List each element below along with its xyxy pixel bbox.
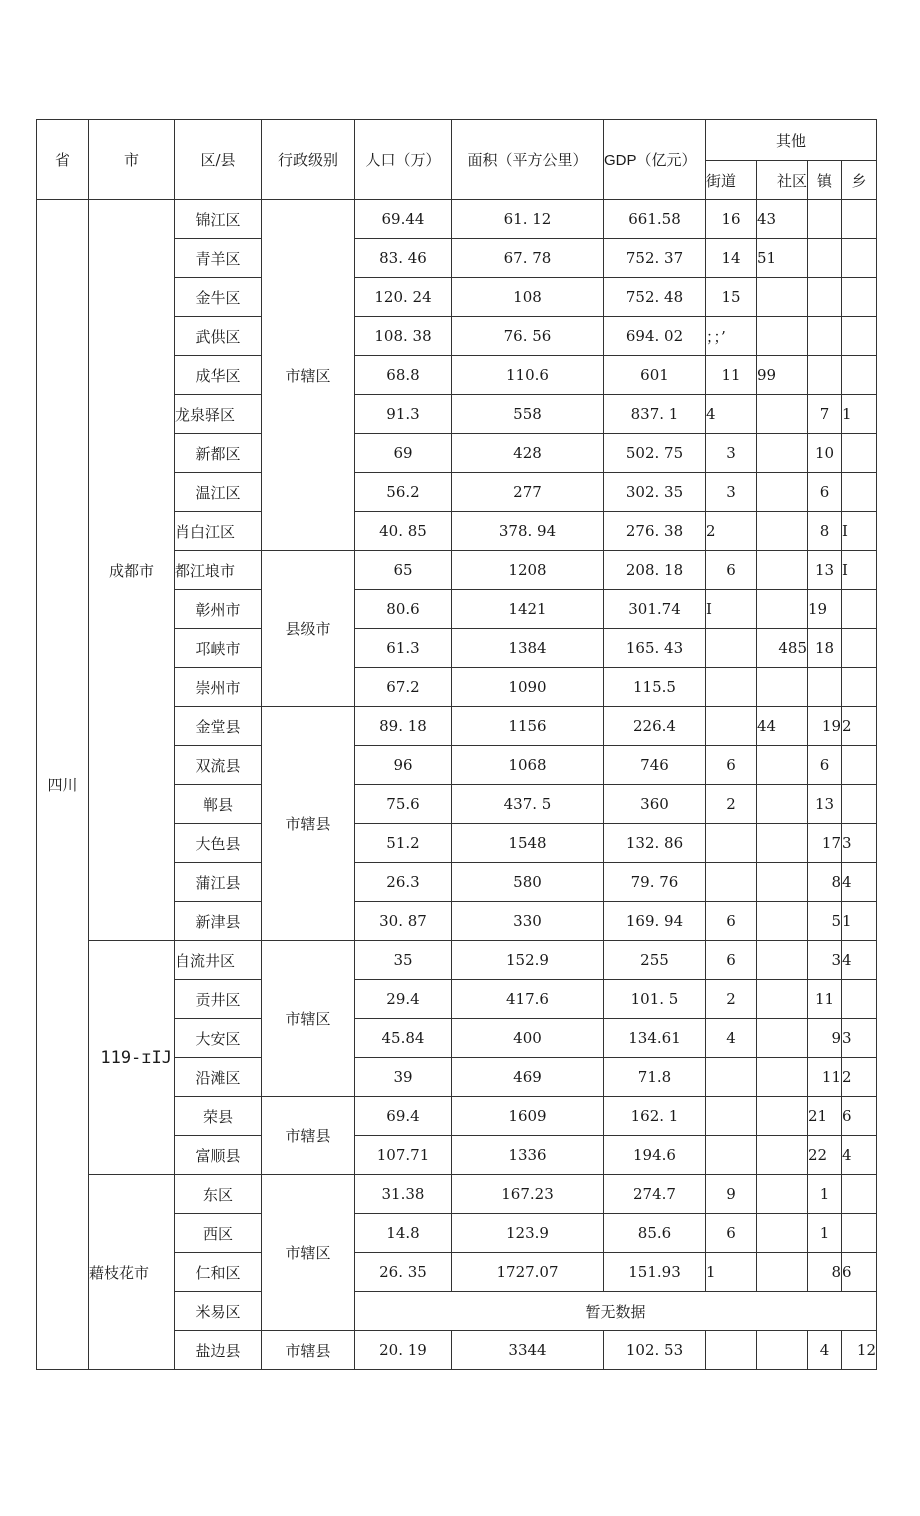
area-cell: 417.6 (452, 980, 604, 1019)
population-cell: 75.6 (355, 785, 452, 824)
population-cell: 29.4 (355, 980, 452, 1019)
community-cell (757, 1331, 808, 1370)
gdp-cell: 502. 75 (604, 434, 706, 473)
town-cell: 10 (808, 434, 842, 473)
community-cell (757, 1253, 808, 1292)
province-cell: 四川 (37, 200, 89, 1370)
community-cell (757, 1097, 808, 1136)
town-cell: 4 (808, 1331, 842, 1370)
population-cell: 69 (355, 434, 452, 473)
community-cell: 44 (757, 707, 808, 746)
admin-level-cell: 市辖县 (262, 1097, 355, 1175)
township-cell: 2 (842, 1058, 877, 1097)
community-cell (757, 317, 808, 356)
town-cell (808, 668, 842, 707)
community-cell (757, 668, 808, 707)
area-cell: 580 (452, 863, 604, 902)
gdp-cell: 274.7 (604, 1175, 706, 1214)
population-cell: 61.3 (355, 629, 452, 668)
district-cell: 米易区 (175, 1292, 262, 1331)
gdp-cell: 85.6 (604, 1214, 706, 1253)
town-cell (808, 278, 842, 317)
street-cell (706, 1136, 757, 1175)
community-cell (757, 512, 808, 551)
district-statistics-table (36, 119, 877, 1370)
community-cell: 485 (757, 629, 808, 668)
street-cell: 6 (706, 1214, 757, 1253)
gdp-cell: 165. 43 (604, 629, 706, 668)
admin-level-cell: 市辖县 (262, 707, 355, 941)
population-cell: 14.8 (355, 1214, 452, 1253)
district-cell: 邛峡市 (175, 629, 262, 668)
population-cell: 67.2 (355, 668, 452, 707)
town-cell: 6 (808, 746, 842, 785)
gdp-cell: 661.58 (604, 200, 706, 239)
street-cell: 2 (706, 512, 757, 551)
town-cell: 5 (808, 902, 842, 941)
district-cell: 郸县 (175, 785, 262, 824)
area-cell: 1421 (452, 590, 604, 629)
population-cell: 68.8 (355, 356, 452, 395)
gdp-cell: 837. 1 (604, 395, 706, 434)
town-cell: 11 (808, 1058, 842, 1097)
district-cell: 温江区 (175, 473, 262, 512)
community-cell (757, 1214, 808, 1253)
area-cell: 1208 (452, 551, 604, 590)
street-cell: 9 (706, 1175, 757, 1214)
township-cell: I (842, 512, 877, 551)
township-cell (842, 1214, 877, 1253)
admin-level-cell: 市辖区 (262, 1175, 355, 1331)
district-cell: 富顺县 (175, 1136, 262, 1175)
street-cell (706, 629, 757, 668)
district-cell: 贡井区 (175, 980, 262, 1019)
admin-level-cell: 市辖县 (262, 1331, 355, 1370)
township-cell: 2 (842, 707, 877, 746)
area-cell: 378. 94 (452, 512, 604, 551)
town-cell: 1 (808, 1175, 842, 1214)
header-population: 人口（万） (355, 120, 452, 200)
header-gdp: GDP（亿元） (604, 120, 706, 200)
district-cell: 龙泉驿区 (175, 395, 262, 434)
township-cell (842, 278, 877, 317)
district-cell: 新都区 (175, 434, 262, 473)
district-cell: 大安区 (175, 1019, 262, 1058)
district-cell: 蒲江县 (175, 863, 262, 902)
admin-level-cell: 县级市 (262, 551, 355, 707)
township-cell: 3 (842, 824, 877, 863)
street-cell: I (706, 590, 757, 629)
header-district: 区/县 (175, 120, 262, 200)
town-cell: 1 (808, 1214, 842, 1253)
gdp-cell: 208. 18 (604, 551, 706, 590)
city-chengdu: 成都市 (89, 200, 175, 941)
area-cell: 1336 (452, 1136, 604, 1175)
township-cell: 1 (842, 395, 877, 434)
no-data-cell: 暂无数据 (355, 1292, 877, 1331)
district-cell: 武供区 (175, 317, 262, 356)
gdp-cell: 601 (604, 356, 706, 395)
township-cell (842, 239, 877, 278)
header-other: 其他 (706, 120, 877, 161)
table-row (37, 200, 877, 239)
area-cell: 400 (452, 1019, 604, 1058)
community-cell: 99 (757, 356, 808, 395)
township-cell (842, 746, 877, 785)
township-cell: 4 (842, 863, 877, 902)
street-cell (706, 1058, 757, 1097)
town-cell (808, 239, 842, 278)
community-cell (757, 434, 808, 473)
district-cell: 盐边县 (175, 1331, 262, 1370)
district-cell: 成华区 (175, 356, 262, 395)
area-cell: 110.6 (452, 356, 604, 395)
gdp-cell: 226.4 (604, 707, 706, 746)
community-cell (757, 902, 808, 941)
district-cell: 彰州市 (175, 590, 262, 629)
area-cell: 1384 (452, 629, 604, 668)
street-cell (706, 707, 757, 746)
population-cell: 65 (355, 551, 452, 590)
header-row-1 (37, 120, 877, 161)
town-cell: 13 (808, 785, 842, 824)
area-cell: 1090 (452, 668, 604, 707)
area-cell: 76. 56 (452, 317, 604, 356)
area-cell: 1609 (452, 1097, 604, 1136)
population-cell: 56.2 (355, 473, 452, 512)
street-cell: 15 (706, 278, 757, 317)
district-cell: 金堂县 (175, 707, 262, 746)
area-cell: 1156 (452, 707, 604, 746)
town-cell: 11 (808, 980, 842, 1019)
township-cell (842, 1175, 877, 1214)
township-cell (842, 434, 877, 473)
township-cell (842, 473, 877, 512)
town-cell: 19 (808, 590, 842, 629)
town-cell: 17 (808, 824, 842, 863)
district-cell: 东区 (175, 1175, 262, 1214)
street-cell (706, 824, 757, 863)
gdp-cell: 752. 37 (604, 239, 706, 278)
township-cell: 6 (842, 1097, 877, 1136)
street-cell: 16 (706, 200, 757, 239)
area-cell: 167.23 (452, 1175, 604, 1214)
population-cell: 91.3 (355, 395, 452, 434)
district-cell: 都江埌市 (175, 551, 262, 590)
street-cell: 2 (706, 980, 757, 1019)
street-cell: 1 (706, 1253, 757, 1292)
street-cell: 4 (706, 395, 757, 434)
gdp-cell: 102. 53 (604, 1331, 706, 1370)
area-cell: 3344 (452, 1331, 604, 1370)
gdp-cell: 134.61 (604, 1019, 706, 1058)
township-cell (842, 590, 877, 629)
community-cell (757, 278, 808, 317)
street-cell: 3 (706, 473, 757, 512)
township-cell: 1 (842, 902, 877, 941)
table-row (37, 941, 877, 980)
area-cell: 1727.07 (452, 1253, 604, 1292)
town-cell: 19 (808, 707, 842, 746)
town-cell: 6 (808, 473, 842, 512)
district-cell: 西区 (175, 1214, 262, 1253)
township-cell (842, 785, 877, 824)
population-cell: 39 (355, 1058, 452, 1097)
table-row (37, 1175, 877, 1214)
gdp-cell: 752. 48 (604, 278, 706, 317)
gdp-cell: 101. 5 (604, 980, 706, 1019)
population-cell: 51.2 (355, 824, 452, 863)
area-cell: 469 (452, 1058, 604, 1097)
gdp-cell: 71.8 (604, 1058, 706, 1097)
district-cell: 自流井区 (175, 941, 262, 980)
township-cell: 3 (842, 1019, 877, 1058)
area-cell: 428 (452, 434, 604, 473)
table-body (37, 200, 877, 1370)
town-cell: 7 (808, 395, 842, 434)
header-town: 镇 (808, 161, 842, 200)
community-cell (757, 980, 808, 1019)
district-cell: 肖白江区 (175, 512, 262, 551)
town-cell (808, 356, 842, 395)
township-cell: 6 (842, 1253, 877, 1292)
gdp-cell: 276. 38 (604, 512, 706, 551)
street-cell: 2 (706, 785, 757, 824)
header-area: 面积（平方公里） (452, 120, 604, 200)
area-cell: 152.9 (452, 941, 604, 980)
district-cell: 锦江区 (175, 200, 262, 239)
population-cell: 120. 24 (355, 278, 452, 317)
town-cell (808, 200, 842, 239)
township-cell: 12 (842, 1331, 877, 1370)
street-cell (706, 1331, 757, 1370)
street-cell (706, 668, 757, 707)
street-cell: 11 (706, 356, 757, 395)
township-cell: 4 (842, 941, 877, 980)
township-cell: I (842, 551, 877, 590)
township-cell: 4 (842, 1136, 877, 1175)
town-cell: 22 (808, 1136, 842, 1175)
street-cell: 6 (706, 746, 757, 785)
community-cell: 43 (757, 200, 808, 239)
community-cell (757, 551, 808, 590)
town-cell: 13 (808, 551, 842, 590)
population-cell: 89. 18 (355, 707, 452, 746)
gdp-cell: 302. 35 (604, 473, 706, 512)
town-cell: 8 (808, 1253, 842, 1292)
admin-level-cell: 市辖区 (262, 200, 355, 551)
community-cell (757, 1058, 808, 1097)
gdp-cell: 115.5 (604, 668, 706, 707)
area-cell: 61. 12 (452, 200, 604, 239)
population-cell: 26. 35 (355, 1253, 452, 1292)
community-cell (757, 395, 808, 434)
township-cell (842, 980, 877, 1019)
gdp-cell: 360 (604, 785, 706, 824)
header-province: 省 (37, 120, 89, 200)
population-cell: 31.38 (355, 1175, 452, 1214)
gdp-cell: 151.93 (604, 1253, 706, 1292)
area-cell: 108 (452, 278, 604, 317)
town-cell: 3 (808, 941, 842, 980)
area-cell: 277 (452, 473, 604, 512)
community-cell (757, 941, 808, 980)
town-cell: 21 (808, 1097, 842, 1136)
population-cell: 26.3 (355, 863, 452, 902)
township-cell (842, 668, 877, 707)
population-cell: 69.44 (355, 200, 452, 239)
district-cell: 仁和区 (175, 1253, 262, 1292)
gdp-cell: 169. 94 (604, 902, 706, 941)
town-cell (808, 317, 842, 356)
population-cell: 108. 38 (355, 317, 452, 356)
population-cell: 45.84 (355, 1019, 452, 1058)
gdp-cell: 301.74 (604, 590, 706, 629)
township-cell (842, 200, 877, 239)
city-zigong: 119-ɪIJ (89, 941, 175, 1175)
area-cell: 437. 5 (452, 785, 604, 824)
area-cell: 558 (452, 395, 604, 434)
street-cell (706, 1097, 757, 1136)
gdp-cell: 255 (604, 941, 706, 980)
city-panzhihua: 藉枝花市 (89, 1175, 175, 1370)
street-cell: 6 (706, 902, 757, 941)
community-cell (757, 824, 808, 863)
town-cell: 8 (808, 512, 842, 551)
community-cell: 51 (757, 239, 808, 278)
district-cell: 大色县 (175, 824, 262, 863)
header-city: 市 (89, 120, 175, 200)
header-admin-level: 行政级别 (262, 120, 355, 200)
population-cell: 30. 87 (355, 902, 452, 941)
community-cell (757, 863, 808, 902)
street-cell: 6 (706, 551, 757, 590)
community-cell (757, 1136, 808, 1175)
town-cell: 9 (808, 1019, 842, 1058)
population-cell: 80.6 (355, 590, 452, 629)
street-cell: 4 (706, 1019, 757, 1058)
community-cell (757, 785, 808, 824)
community-cell (757, 1019, 808, 1058)
district-cell: 金牛区 (175, 278, 262, 317)
district-cell: 崇州市 (175, 668, 262, 707)
community-cell (757, 1175, 808, 1214)
area-cell: 67. 78 (452, 239, 604, 278)
district-cell: 荣县 (175, 1097, 262, 1136)
township-cell (842, 629, 877, 668)
header-street: 街道 (706, 161, 757, 200)
gdp-cell: 162. 1 (604, 1097, 706, 1136)
population-cell: 35 (355, 941, 452, 980)
population-cell: 20. 19 (355, 1331, 452, 1370)
street-cell: ；；’ (706, 317, 757, 356)
population-cell: 107.71 (355, 1136, 452, 1175)
community-cell (757, 746, 808, 785)
population-cell: 40. 85 (355, 512, 452, 551)
district-cell: 沿滩区 (175, 1058, 262, 1097)
gdp-cell: 746 (604, 746, 706, 785)
community-cell (757, 473, 808, 512)
area-cell: 330 (452, 902, 604, 941)
township-cell (842, 317, 877, 356)
gdp-cell: 694. 02 (604, 317, 706, 356)
area-cell: 1068 (452, 746, 604, 785)
town-cell: 18 (808, 629, 842, 668)
town-cell: 8 (808, 863, 842, 902)
area-cell: 1548 (452, 824, 604, 863)
population-cell: 83. 46 (355, 239, 452, 278)
district-cell: 青羊区 (175, 239, 262, 278)
street-cell: 14 (706, 239, 757, 278)
gdp-cell: 79. 76 (604, 863, 706, 902)
street-cell: 3 (706, 434, 757, 473)
admin-level-cell: 市辖区 (262, 941, 355, 1097)
township-cell (842, 356, 877, 395)
area-cell: 123.9 (452, 1214, 604, 1253)
population-cell: 69.4 (355, 1097, 452, 1136)
gdp-cell: 132. 86 (604, 824, 706, 863)
district-statistics-document (36, 119, 877, 1370)
community-cell (757, 590, 808, 629)
district-cell: 新津县 (175, 902, 262, 941)
header-community: 社区 (757, 161, 808, 200)
street-cell (706, 863, 757, 902)
header-township: 乡 (842, 161, 877, 200)
district-cell: 双流县 (175, 746, 262, 785)
gdp-cell: 194.6 (604, 1136, 706, 1175)
population-cell: 96 (355, 746, 452, 785)
street-cell: 6 (706, 941, 757, 980)
